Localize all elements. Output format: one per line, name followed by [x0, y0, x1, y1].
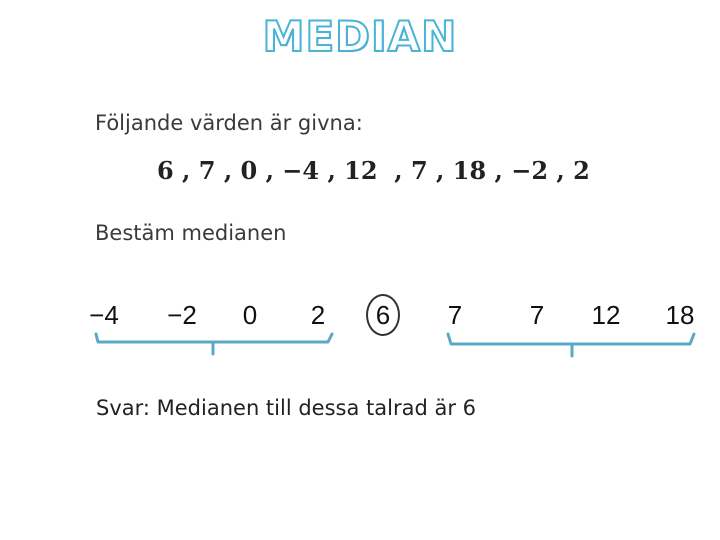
- slide-title: MEDIAN: [262, 12, 458, 61]
- value-sequence: 6 , 7 , 0 , −4 , 12 , 7 , 18 , −2 , 2: [157, 156, 590, 185]
- sorted-value: 18: [665, 300, 695, 330]
- sorted-value: 7: [529, 300, 545, 330]
- sorted-value: −2: [167, 300, 197, 330]
- sorted-value: 7: [447, 300, 463, 330]
- answer-text: Svar: Medianen till dessa talrad är 6: [96, 396, 476, 420]
- given-values-label: Följande värden är givna:: [95, 111, 363, 135]
- sorted-value: 0: [242, 300, 258, 330]
- right-half-bracket: [448, 334, 694, 344]
- median-value: 6: [375, 300, 391, 330]
- left-half-bracket: [96, 334, 332, 342]
- sorted-value: 2: [310, 300, 326, 330]
- task-label: Bestäm medianen: [95, 221, 287, 245]
- sorted-value: −4: [89, 300, 119, 330]
- sorted-value: 12: [591, 300, 621, 330]
